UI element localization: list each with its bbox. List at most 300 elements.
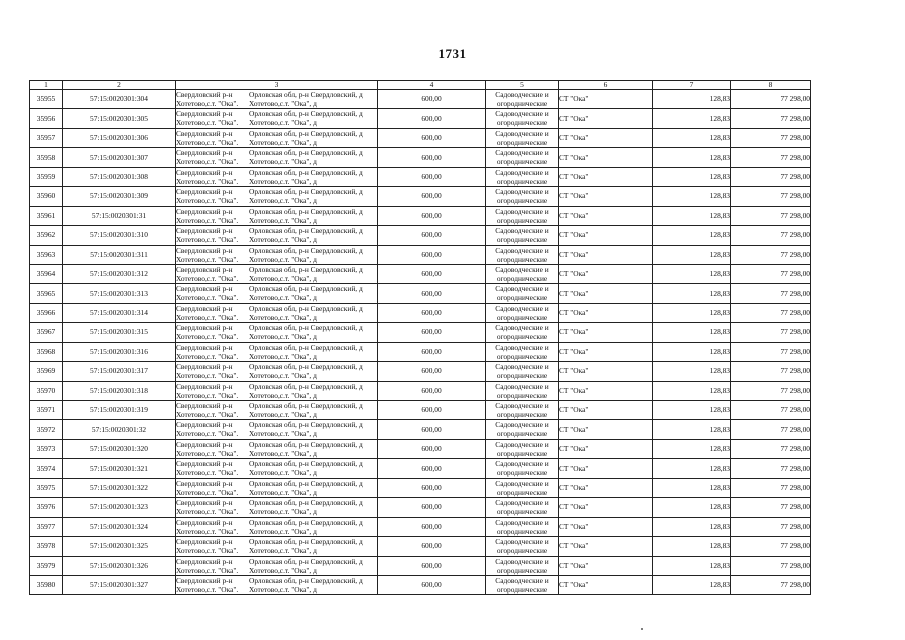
rate-cell: 128,83 (653, 498, 731, 517)
area-cell: 600,00 (378, 556, 486, 575)
address-location: Хотетово,с.т. "Ока", д (249, 137, 317, 147)
land-use-cell (486, 167, 559, 186)
address-region: Орловская обл, р-н Свердловский, д (249, 128, 363, 138)
row-number: 35971 (30, 401, 63, 420)
address-settlement: Хотетово,с.т. "Ока". (176, 196, 239, 206)
owner-cell: СТ "Ока" (559, 109, 653, 128)
address-location: Хотетово,с.т. "Ока", д (249, 196, 317, 206)
land-use-line-2: огороднические (496, 293, 548, 303)
address-cell (176, 498, 378, 517)
address-location: Хотетово,с.т. "Ока", д (249, 312, 317, 322)
column-header: 1 (30, 81, 63, 90)
land-use-line-1: Садоводческие и (495, 245, 549, 255)
address-location: Хотетово,с.т. "Ока", д (249, 584, 317, 594)
address-district: Свердловский р-н (176, 226, 233, 236)
cadastral-value-cell: 77 298,00 (731, 439, 811, 458)
address-settlement: Хотетово,с.т. "Ока". (176, 448, 239, 458)
address-line-1 (176, 420, 377, 429)
cadastral-number: 57:15:0020301:31 (63, 206, 176, 225)
area-cell: 600,00 (378, 284, 486, 303)
address-cell (176, 556, 378, 575)
cadastral-number: 57:15:0020301:32 (63, 420, 176, 439)
address-settlement: Хотетово,с.т. "Ока". (176, 176, 239, 186)
address-line-2 (176, 488, 377, 497)
area-cell: 600,00 (378, 362, 486, 381)
land-use-line-1: Садоводческие и (495, 90, 549, 99)
owner-cell: СТ "Ока" (559, 342, 653, 361)
address-location: Хотетово,с.т. "Ока", д (249, 215, 317, 225)
table-body (30, 90, 811, 595)
address-cell (176, 187, 378, 206)
address-line-2 (176, 352, 377, 361)
address-line-2 (176, 391, 377, 400)
rate-cell: 128,83 (653, 459, 731, 478)
address-district: Свердловский р-н (176, 537, 233, 547)
address-location: Хотетово,с.т. "Ока", д (249, 526, 317, 536)
row-number: 35962 (30, 226, 63, 245)
land-use-line-2: огороднические (496, 99, 548, 108)
cadastral-value-cell: 77 298,00 (731, 284, 811, 303)
address-district: Свердловский р-н (176, 498, 233, 508)
row-number: 35959 (30, 167, 63, 186)
address-line-1 (176, 265, 377, 274)
cadastral-value-cell: 77 298,00 (731, 517, 811, 536)
address-line-1 (176, 284, 377, 293)
land-use-line-1: Садоводческие и (495, 342, 549, 352)
owner-cell: СТ "Ока" (559, 226, 653, 245)
column-header: 8 (731, 81, 811, 90)
rate-cell: 128,83 (653, 439, 731, 458)
owner-cell: СТ "Ока" (559, 148, 653, 167)
column-header: 5 (486, 81, 559, 90)
address-region: Орловская обл, р-н Свердловский, д (249, 439, 363, 449)
land-use-line-1: Садоводческие и (495, 537, 549, 547)
area-cell: 600,00 (378, 109, 486, 128)
cadastral-number: 57:15:0020301:315 (63, 323, 176, 342)
address-line-2 (176, 118, 377, 127)
row-number: 35973 (30, 439, 63, 458)
table-row (30, 420, 811, 439)
land-use-line-2: огороднические (496, 468, 548, 478)
cadastral-value-cell: 77 298,00 (731, 556, 811, 575)
address-cell (176, 439, 378, 458)
land-use-line-2: огороднические (496, 312, 548, 322)
land-use-cell (486, 90, 559, 109)
table-row (30, 459, 811, 478)
cadastral-value-cell: 77 298,00 (731, 498, 811, 517)
address-settlement: Хотетово,с.т. "Ока". (176, 371, 239, 381)
rate-cell: 128,83 (653, 537, 731, 556)
row-number: 35975 (30, 478, 63, 497)
owner-cell: СТ "Ока" (559, 245, 653, 264)
area-cell: 600,00 (378, 537, 486, 556)
table-row (30, 264, 811, 283)
column-header: 4 (378, 81, 486, 90)
row-number: 35966 (30, 303, 63, 322)
address-line-1 (176, 304, 377, 313)
owner-cell: СТ "Ока" (559, 420, 653, 439)
address-line-1 (176, 576, 377, 585)
cadastral-value-cell: 77 298,00 (731, 206, 811, 225)
owner-cell: СТ "Ока" (559, 167, 653, 186)
land-use-cell (486, 575, 559, 594)
address-cell (176, 128, 378, 147)
address-location: Хотетово,с.т. "Ока", д (249, 371, 317, 381)
land-use-line-2: огороднические (496, 235, 548, 245)
table-row (30, 303, 811, 322)
cadastral-number: 57:15:0020301:304 (63, 90, 176, 109)
address-line-2 (176, 449, 377, 458)
address-line-1 (176, 90, 377, 99)
land-use-cell (486, 537, 559, 556)
land-use-line-2: огороднические (496, 254, 548, 264)
area-cell: 600,00 (378, 167, 486, 186)
cadastral-number: 57:15:0020301:325 (63, 537, 176, 556)
address-cell (176, 90, 378, 109)
address-district: Свердловский р-н (176, 284, 233, 294)
address-district: Свердловский р-н (176, 264, 233, 274)
land-use-cell (486, 517, 559, 536)
address-line-1 (176, 537, 377, 546)
page-number: 1731 (438, 46, 467, 61)
cadastral-value-cell: 77 298,00 (731, 148, 811, 167)
address-region: Орловская обл, р-н Свердловский, д (249, 226, 363, 236)
address-region: Орловская обл, р-н Свердловский, д (249, 148, 363, 158)
rate-cell: 128,83 (653, 517, 731, 536)
address-region: Орловская обл, р-н Свердловский, д (249, 264, 363, 274)
land-use-cell (486, 206, 559, 225)
address-line-1 (176, 187, 377, 196)
rate-cell: 128,83 (653, 556, 731, 575)
address-district: Свердловский р-н (176, 323, 233, 333)
cadastral-value-cell: 77 298,00 (731, 167, 811, 186)
land-use-cell (486, 498, 559, 517)
owner-cell: СТ "Ока" (559, 478, 653, 497)
land-use-cell (486, 245, 559, 264)
land-use-line-2: огороднические (496, 196, 548, 206)
address-district: Свердловский р-н (176, 478, 233, 488)
address-location: Хотетово,с.т. "Ока", д (249, 410, 317, 419)
cadastral-number: 57:15:0020301:310 (63, 226, 176, 245)
cadastral-number: 57:15:0020301:314 (63, 303, 176, 322)
area-cell: 600,00 (378, 401, 486, 420)
rate-cell: 128,83 (653, 109, 731, 128)
land-use-cell (486, 342, 559, 361)
rate-cell: 128,83 (653, 362, 731, 381)
land-use-cell (486, 381, 559, 400)
address-line-2 (176, 429, 377, 438)
address-cell (176, 537, 378, 556)
rate-cell: 128,83 (653, 303, 731, 322)
address-cell (176, 303, 378, 322)
land-use-line-1: Садоводческие и (495, 381, 549, 391)
area-cell: 600,00 (378, 187, 486, 206)
address-location: Хотетово,с.т. "Ока", д (249, 546, 317, 556)
row-number: 35972 (30, 420, 63, 439)
row-number: 35955 (30, 90, 63, 109)
row-number: 35974 (30, 459, 63, 478)
table-row (30, 517, 811, 536)
address-district: Свердловский р-н (176, 167, 233, 177)
table-row (30, 362, 811, 381)
table-row (30, 556, 811, 575)
address-line-2 (176, 196, 377, 205)
rate-cell: 128,83 (653, 187, 731, 206)
cadastral-number: 57:15:0020301:312 (63, 264, 176, 283)
address-district: Свердловский р-н (176, 362, 233, 372)
address-cell (176, 167, 378, 186)
address-location: Хотетово,с.т. "Ока", д (249, 332, 317, 342)
address-region: Орловская обл, р-н Свердловский, д (249, 362, 363, 372)
address-line-1 (176, 362, 377, 371)
address-district: Свердловский р-н (176, 401, 233, 410)
rate-cell: 128,83 (653, 167, 731, 186)
cadastral-value-cell: 77 298,00 (731, 537, 811, 556)
address-location: Хотетово,с.т. "Ока", д (249, 487, 317, 497)
area-cell: 600,00 (378, 303, 486, 322)
address-cell (176, 362, 378, 381)
address-location: Хотетово,с.т. "Ока", д (249, 118, 317, 128)
address-settlement: Хотетово,с.т. "Ока". (176, 526, 239, 536)
owner-cell: СТ "Ока" (559, 303, 653, 322)
rate-cell: 128,83 (653, 381, 731, 400)
address-settlement: Хотетово,с.т. "Ока". (176, 157, 239, 167)
row-number: 35961 (30, 206, 63, 225)
cadastral-number: 57:15:0020301:324 (63, 517, 176, 536)
row-number: 35977 (30, 517, 63, 536)
land-use-line-1: Садоводческие и (495, 109, 549, 119)
land-use-line-2: огороднические (496, 410, 548, 419)
land-use-line-2: огороднические (496, 390, 548, 400)
address-settlement: Хотетово,с.т. "Ока". (176, 273, 239, 283)
address-settlement: Хотетово,с.т. "Ока". (176, 235, 239, 245)
rate-cell: 128,83 (653, 323, 731, 342)
land-use-line-1: Садоводческие и (495, 575, 549, 585)
land-use-line-1: Садоводческие и (495, 226, 549, 236)
address-district: Свердловский р-н (176, 148, 233, 158)
header-row (30, 81, 811, 90)
address-location: Хотетово,с.т. "Ока", д (249, 390, 317, 400)
address-cell (176, 478, 378, 497)
area-cell: 600,00 (378, 264, 486, 283)
land-use-line-2: огороднические (496, 118, 548, 128)
address-line-1 (176, 459, 377, 468)
address-line-1 (176, 440, 377, 449)
land-use-line-2: огороднические (496, 137, 548, 147)
address-line-1 (176, 226, 377, 235)
address-location: Хотетово,с.т. "Ока", д (249, 176, 317, 186)
owner-cell: СТ "Ока" (559, 575, 653, 594)
owner-cell: СТ "Ока" (559, 556, 653, 575)
owner-cell: СТ "Ока" (559, 128, 653, 147)
address-line-1 (176, 557, 377, 566)
address-region: Орловская обл, р-н Свердловский, д (249, 342, 363, 352)
address-cell (176, 517, 378, 536)
land-use-line-1: Садоводческие и (495, 420, 549, 430)
area-cell: 600,00 (378, 575, 486, 594)
address-settlement: Хотетово,с.т. "Ока". (176, 565, 239, 575)
address-district: Свердловский р-н (176, 303, 233, 313)
area-cell: 600,00 (378, 226, 486, 245)
cadastral-value-cell: 77 298,00 (731, 401, 811, 420)
table-row (30, 439, 811, 458)
address-settlement: Хотетово,с.т. "Ока". (176, 351, 239, 361)
address-region: Орловская обл, р-н Свердловский, д (249, 303, 363, 313)
land-use-line-2: огороднические (496, 157, 548, 167)
rate-cell: 128,83 (653, 264, 731, 283)
land-use-line-2: огороднические (496, 371, 548, 381)
address-settlement: Хотетово,с.т. "Ока". (176, 410, 239, 419)
table-row (30, 381, 811, 400)
land-use-line-1: Садоводческие и (495, 362, 549, 372)
owner-cell: СТ "Ока" (559, 517, 653, 536)
address-district: Свердловский р-н (176, 517, 233, 527)
address-cell (176, 148, 378, 167)
owner-cell: СТ "Ока" (559, 264, 653, 283)
land-use-line-2: огороднические (496, 565, 548, 575)
address-settlement: Хотетово,с.т. "Ока". (176, 215, 239, 225)
address-region: Орловская обл, р-н Свердловский, д (249, 401, 363, 410)
row-number: 35965 (30, 284, 63, 303)
table-row (30, 109, 811, 128)
address-line-1 (176, 109, 377, 118)
address-district: Свердловский р-н (176, 109, 233, 119)
address-district: Свердловский р-н (176, 575, 233, 585)
owner-cell: СТ "Ока" (559, 401, 653, 420)
rate-cell: 128,83 (653, 206, 731, 225)
address-line-1 (176, 148, 377, 157)
cadastral-number: 57:15:0020301:311 (63, 245, 176, 264)
land-use-line-2: огороднические (496, 526, 548, 536)
owner-cell: СТ "Ока" (559, 187, 653, 206)
address-cell (176, 284, 378, 303)
address-line-2 (176, 371, 377, 380)
land-use-line-2: огороднические (496, 448, 548, 458)
address-settlement: Хотетово,с.т. "Ока". (176, 99, 239, 108)
area-cell: 600,00 (378, 148, 486, 167)
land-use-cell (486, 284, 559, 303)
area-cell: 600,00 (378, 323, 486, 342)
address-line-2 (176, 157, 377, 166)
address-location: Хотетово,с.т. "Ока", д (249, 468, 317, 478)
land-use-cell (486, 226, 559, 245)
row-number: 35970 (30, 381, 63, 400)
address-district: Свердловский р-н (176, 439, 233, 449)
address-district: Свердловский р-н (176, 187, 233, 197)
row-number: 35967 (30, 323, 63, 342)
column-header: 3 (176, 81, 378, 90)
land-use-line-2: огороднические (496, 487, 548, 497)
cadastral-number: 57:15:0020301:326 (63, 556, 176, 575)
column-header: 6 (559, 81, 653, 90)
row-number: 35969 (30, 362, 63, 381)
address-settlement: Хотетово,с.т. "Ока". (176, 390, 239, 400)
row-number: 35958 (30, 148, 63, 167)
cadastral-number: 57:15:0020301:305 (63, 109, 176, 128)
address-line-1 (176, 207, 377, 216)
address-line-2 (176, 216, 377, 225)
address-line-1 (176, 518, 377, 527)
address-settlement: Хотетово,с.т. "Ока". (176, 332, 239, 342)
area-cell: 600,00 (378, 498, 486, 517)
address-location: Хотетово,с.т. "Ока", д (249, 254, 317, 264)
land-use-line-1: Садоводческие и (495, 187, 549, 197)
owner-cell: СТ "Ока" (559, 323, 653, 342)
cadastral-number: 57:15:0020301:317 (63, 362, 176, 381)
land-use-line-2: огороднические (496, 273, 548, 283)
address-cell (176, 420, 378, 439)
table-row (30, 537, 811, 556)
land-use-cell (486, 478, 559, 497)
address-region: Орловская обл, р-н Свердловский, д (249, 284, 363, 294)
address-cell (176, 381, 378, 400)
land-use-line-1: Садоводческие и (495, 284, 549, 294)
land-use-line-2: огороднические (496, 176, 548, 186)
cadastral-number: 57:15:0020301:323 (63, 498, 176, 517)
land-use-line-1: Садоводческие и (495, 128, 549, 138)
address-line-2 (176, 313, 377, 322)
rate-cell: 128,83 (653, 284, 731, 303)
address-district: Свердловский р-н (176, 342, 233, 352)
address-region: Орловская обл, р-н Свердловский, д (249, 167, 363, 177)
address-cell (176, 206, 378, 225)
cadastral-value-cell: 77 298,00 (731, 342, 811, 361)
row-number: 35963 (30, 245, 63, 264)
land-use-line-2: огороднические (496, 546, 548, 556)
owner-cell: СТ "Ока" (559, 498, 653, 517)
land-use-line-1: Садоводческие и (495, 148, 549, 158)
cadastral-number: 57:15:0020301:318 (63, 381, 176, 400)
rate-cell: 128,83 (653, 226, 731, 245)
address-line-2 (176, 235, 377, 244)
rate-cell: 128,83 (653, 245, 731, 264)
address-line-1 (176, 401, 377, 410)
address-line-2 (176, 566, 377, 575)
address-district: Свердловский р-н (176, 245, 233, 255)
area-cell: 600,00 (378, 245, 486, 264)
land-use-line-1: Садоводческие и (495, 264, 549, 274)
address-cell (176, 245, 378, 264)
address-region: Орловская обл, р-н Свердловский, д (249, 575, 363, 585)
area-cell: 600,00 (378, 342, 486, 361)
address-line-2 (176, 255, 377, 264)
address-line-1 (176, 323, 377, 332)
table-row (30, 342, 811, 361)
land-use-line-1: Садоводческие и (495, 206, 549, 216)
rate-cell: 128,83 (653, 342, 731, 361)
table-row (30, 323, 811, 342)
address-settlement: Хотетово,с.т. "Ока". (176, 312, 239, 322)
address-line-1 (176, 479, 377, 488)
land-use-line-1: Садоводческие и (495, 303, 549, 313)
address-location: Хотетово,с.т. "Ока", д (249, 565, 317, 575)
owner-cell: СТ "Ока" (559, 284, 653, 303)
rate-cell: 128,83 (653, 478, 731, 497)
land-use-cell (486, 556, 559, 575)
land-use-line-2: огороднические (496, 332, 548, 342)
column-header: 7 (653, 81, 731, 90)
address-line-1 (176, 343, 377, 352)
land-use-cell (486, 401, 559, 420)
area-cell: 600,00 (378, 420, 486, 439)
cadastral-number: 57:15:0020301:307 (63, 148, 176, 167)
table-row (30, 284, 811, 303)
address-line-2 (176, 177, 377, 186)
land-use-line-1: Садоводческие и (495, 439, 549, 449)
owner-cell: СТ "Ока" (559, 362, 653, 381)
cadastral-value-cell: 77 298,00 (731, 575, 811, 594)
land-use-cell (486, 323, 559, 342)
